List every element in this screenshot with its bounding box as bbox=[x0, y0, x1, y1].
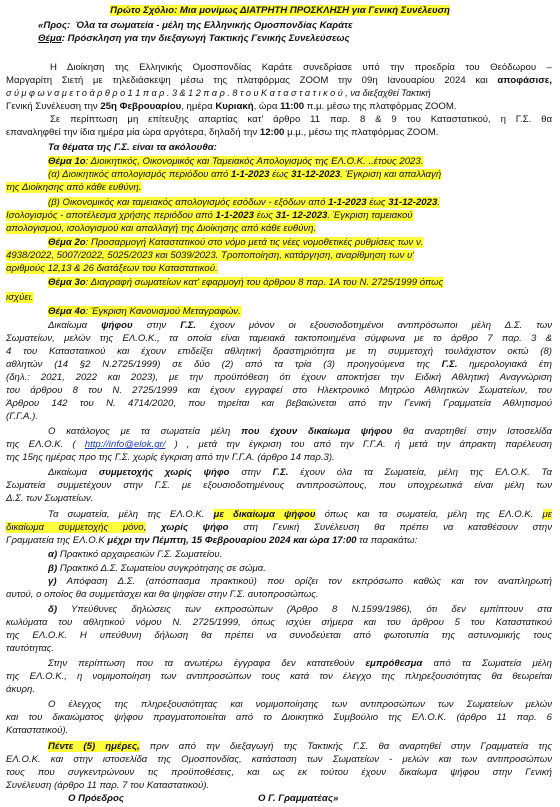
publication-line: ΕΛ.Ο.Κ. και στην ιστοσελίδα της Ομοσπονδίας, κατάσταση των Σωματείων - μελών και των αντιπροσώπων bbox=[6, 754, 552, 765]
deadline-line: Τα σωματεία, μέλη της ΕΛ.Ο.Κ. με δικαίωμα ψήφου όπως και τα σωματεία, μέλη της ΕΛ.Ο.Κ. με bbox=[48, 509, 552, 520]
topic-2-line: 4938/2022, 5007/2022, 5025/2023 και 5039/2023. Τροποποίηση, κατάργηση, αναρίθμηση των υ' bbox=[6, 250, 415, 261]
topic-1a-line: (α) Διοικητικός απολογισμός περιόδου από 1-1-2023 έως 31-12-2023. Έγκριση και απαλλαγή bbox=[48, 169, 442, 180]
subject-line: Θέμα: Πρόσκληση για την διεξαγωγή Τακτικής Γενικής Συνελεύσεως bbox=[38, 33, 350, 44]
topic-1-line: Θέμα 1ο: Διοικητικός, Οικονομικός και Ταμειακός Απολογισμός της ΕΛ.Ο.Κ. ..έτους 2023. bbox=[48, 156, 424, 167]
publication-line: τους που συγκεντρώνουν τις προϋποθέσεις, και ως εκ τούτου έχουν δικαίωμα ψήφου στην Γενική bbox=[6, 767, 552, 778]
late-submission-line: της ΕΛ.Ο.Κ., η νομιμοποίηση των αντιπροσώπων τους κατά τον έλεγχο της πληρεξουσιότητας θα θεωρείται bbox=[6, 671, 552, 682]
topic-1b-line: (β) Οικονομικός και ταμειακός απολογισμός εσόδων - εξόδων από 1-1-2023 έως 31-12-2023. bbox=[48, 197, 440, 208]
quorum-paragraph-line: επαναληφθεί την ίδια ημέρα μία ώρα αργότερα, δηλαδή την 12:00 μ.μ., μέσω της πλατφόρμας ZOOM. bbox=[6, 127, 439, 138]
document-list-item: α) Πρακτικό αρχαιρεσιών Γ.Σ. Σωματείου. bbox=[48, 549, 223, 560]
eligible-list-line: Ο κατάλογος με τα σωματεία μέλη που έχουν δικαίωμα ψήφου θα αναρτηθεί στην Ιστοσελίδα bbox=[48, 426, 552, 437]
voting-rights-line: του άρθρου 8 του Ν. 2725/1999 και έχουν εγγραφεί στο Ηλεκτρονικό Μητρώο Αθλητικών Σωματείων, του bbox=[6, 385, 552, 396]
document-list-item: κωλύματα του αθλητικού νόμου Ν. 2725/1999, όπως ισχύει σήμερα και του άρθρου 5 του Καταστατικού bbox=[6, 617, 552, 628]
topic-1b-line: Ισολογισμός - αποτέλεσμα χρήσης περιόδου από 1-1-2023 έως 31- 12-2023. Έγκριση ταμειακού bbox=[6, 210, 413, 221]
document-list-item: ταυτότητας. bbox=[6, 643, 55, 654]
topic-1b-line: απολογισμού, ισολογισμού και απαλλαγή της Διοίκησης από κάθε ευθύνη. bbox=[6, 223, 317, 234]
late-submission-line: Στην περίπτωση που τα ανωτέρω έγγραφα δεν κατατεθούν εμπρόθεσμα από τα Σωματεία μέλη bbox=[48, 658, 552, 669]
elok-website-link[interactable]: http://info@elok.gr/ bbox=[84, 439, 166, 450]
intro-paragraph-line: σ ύ μ φ ω ν α μ ε τ ο ά ρ θ ρ ο 1 1 π α ρ . 3 & 1 2 π α ρ . 8 τ ο υ Κ α τ α σ τ α τ ι κ ο ύ , να διεξαχθεί Τακτική bbox=[6, 88, 431, 98]
voting-rights-line: Σωματείων, μελών της ΕΛ.Ο.Κ., τα οποία είναι ταμειακά τακτοποιημένα σύμφωνα με το άρθρο 7 παρ. 3 & bbox=[6, 333, 552, 344]
voting-rights-line: αθλητών (14 §2 Ν.2725/1999) σε δύο (2) από τα τρία (3) προηγούμενα της Γ.Σ. ημερολογιακά έτη bbox=[6, 359, 552, 370]
document-list-item: γ) Απόφαση Δ.Σ. (απόσπασμα πρακτικού) που ορίζει τον εκπρόσωπο καθώς και τον αναπληρωτή bbox=[48, 576, 552, 587]
publication-line: Συνέλευση (άρθρο 11 παρ. 7 του Καταστατικού). bbox=[6, 780, 210, 791]
participation-line: Σωματεία συμμετέχουν στην Γ.Σ. με εξουσιοδοτημένους αντιπροσώπους, που υποχρεωτικά είναι μέλη των bbox=[6, 480, 552, 491]
late-submission-line: άκυρη. bbox=[6, 684, 36, 695]
intro-paragraph-line: Η Διοίκηση της Ελληνικής Ομοσπονδίας Καράτε συνεδρίασε υπό την προεδρία του Θεόδωρου – bbox=[50, 62, 552, 73]
topic-2-line: αριθμούς 12,13 & 26 διατάξεων του Καταστατικού. bbox=[6, 263, 218, 274]
verification-line: Ο έλεγχος της πληρεξουσιότητας και νομιμοποίησης των αντιπροσώπων των Σωματείων μελών bbox=[48, 699, 552, 710]
deadline-line: δικαίωμα συμμετοχής μόνο, χωρίς ψήφο στη Γενική Συνέλευση θα πρέπει να καταθέσουν στην bbox=[6, 522, 552, 533]
intro-paragraph-line: Γενική Συνέλευση την 25η Φεβρουαρίου, ημέρα Κυριακή, ώρα 11:00 π.μ. μέσω της πλατφόρμας ZOOM. bbox=[6, 101, 457, 112]
quorum-paragraph-line: Σε περίπτωση μη επίτευξης απαρτίας κατ' άρθρο 11 παρ. 8 & 9 του Καταστατικού, η Γ.Σ. θα bbox=[50, 114, 552, 125]
participation-line: Δικαίωμα συμμετοχής χωρίς ψήφο στην Γ.Σ. έχουν όλα τα Σωματεία, μέλη της ΕΛ.Ο.Κ. Τα bbox=[48, 467, 553, 478]
eligible-list-line: της ΕΛ.Ο.Κ. ( http://info@elok.gr/ ) , μετά την έγκριση του από την Γ.Γ.Α. ή μετά την άπρακτη παρέλευση bbox=[6, 439, 552, 450]
intro-paragraph-line: Μαργαρίτη Σιετή με τηλεδιάσκεψη μέσω της πλατφόρμας ZOOM την 09η Ιανουαρίου 2024 και αποφάσισε, bbox=[6, 75, 552, 86]
voting-rights-line: (δηλ.: 2021, 2022 και 2023), με την προϋπόθεση ότι έχουν αποκτήσει την Ειδική Αθλητική Αναγνώριση bbox=[6, 372, 552, 383]
participation-line: Δ.Σ. των Σωματείων. bbox=[6, 493, 94, 504]
voting-rights-line: Δικαίωμα ψήφου στην Γ.Σ. έχουν μόνον οι εξουσιοδοτημένοι αντιπρόσωποι μέλη Δ.Σ. των bbox=[48, 320, 553, 331]
voting-rights-line: (Γ.Γ.Α.). bbox=[6, 411, 38, 422]
topic-3-line: ισχύει. bbox=[6, 292, 34, 303]
topic-4-line: Θέμα 4ο: Έγκριση Κανονισμού Μεταγραφών. bbox=[48, 306, 241, 317]
signature-president: Ο Πρόεδρος bbox=[68, 793, 124, 804]
document-list-item: δ) Υπεύθυνες δηλώσεις των εκπροσώπων (Άρθρο 8 Ν.1599/1986), ότι δεν εμπίπτουν στα bbox=[48, 604, 552, 615]
signature-secretary: Ο Γ. Γραμματέας» bbox=[258, 793, 339, 804]
voting-rights-line: 4 του Καταστατικού και έχουν επιδείξει αθλητική δραστηριότητα με τη συμμετοχή τουλάχιστον οκτώ (8) bbox=[6, 346, 552, 357]
document-title: Πρώτο Σχόλιο: Μια μονίμως ΔΙΑΤΡΗΤΗ ΠΡΟΣΚΛΗΣΗ για Γενική Συνέλευση bbox=[110, 5, 450, 16]
eligible-list-line: της 15ης ημέρας προ της Γ.Σ. χωρίς έγκριση από την Γ.Γ.Α. (άρθρο 14 παρ.3). bbox=[6, 452, 335, 463]
document-list-item: της ΕΛ.Ο.Κ. Η υπεύθυνη δήλωση θα πρέπει να συνοδεύεται από φωτοτυπία της αστυνομικής τους bbox=[6, 630, 552, 641]
deadline-line: Γραμματεία της ΕΛ.Ο.Κ μέχρι την Πέμπτη, 15 Φεβρουαρίου 2024 και ώρα 17:00 τα παρακάτω: bbox=[6, 535, 418, 546]
voting-rights-line: Άρθρου 142 του Ν. 4714/2020, που τηρείται και βεβαιώνεται από την Γενική Γραμματεία Αθλητισμού bbox=[6, 398, 552, 409]
topics-heading: Τα θέματα της Γ.Σ. είναι τα ακόλουθα: bbox=[48, 142, 217, 153]
verification-line: Καταστατικού). bbox=[6, 725, 69, 736]
verification-line: και του δικαιώματος ψήφου πραγματοποιείται από το Διοικητικό Συμβούλιο της ΕΛ.Ο.Κ. (άρθρο 11 παρ. 6 bbox=[6, 712, 552, 723]
recipient-line: «Προς: Όλα τα σωματεία - μέλη της Ελληνικής Ομοσπονδίας Καράτε bbox=[38, 20, 353, 31]
document-list-item: β) Πρακτικό Δ.Σ. Σωματείου συγκρότησης σε σώμα. bbox=[48, 563, 266, 574]
topic-2-line: Θέμα 2ο: Προσαρμογή Καταστατικού στο νόμο μετά τις νέες νομοθετικές ρυθμίσεις των ν. bbox=[48, 237, 424, 248]
publication-line: Πέντε (5) ημέρες, πριν από την διεξαγωγή της Τακτικής Γ.Σ. θα αναρτηθεί στην Γραμματεία της bbox=[48, 741, 552, 752]
topic-1a-line: της Διοίκησης από κάθε ευθύνη. bbox=[6, 182, 142, 193]
topic-3-line: Θέμα 3ο: Διαγραφή σωματείων κατ' εφαρμογή του άρθρου 8 παρ. 1Α του Ν. 2725/1999 όπως bbox=[48, 277, 444, 288]
document-list-item: αυτού, ο οποίος θα συμμετάσχει και θα ψηφίσει στην Γ.Σ. αυτοπροσώπως. bbox=[6, 589, 319, 600]
